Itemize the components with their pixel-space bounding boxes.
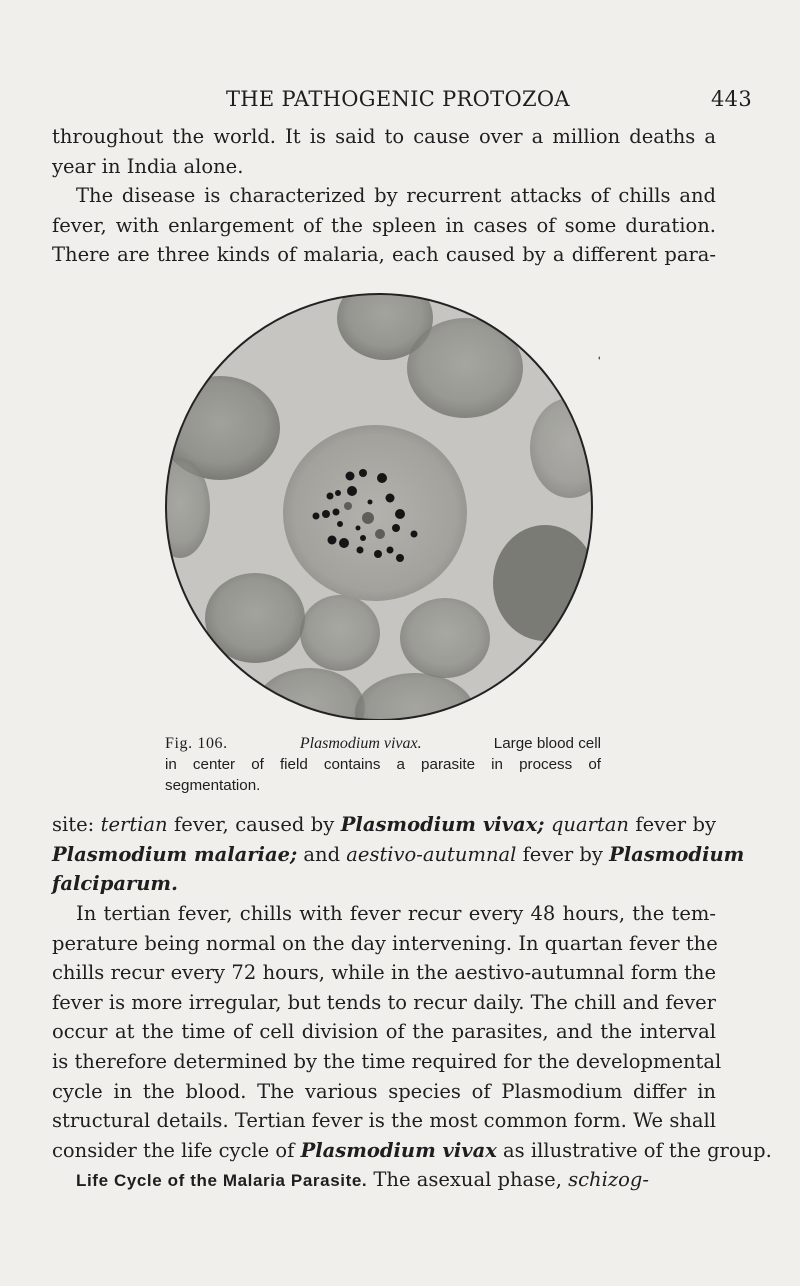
page-number: 443 — [711, 87, 752, 111]
text-line: chills recur every 72 hours, while in the aestivo-autumnal form the — [52, 961, 716, 985]
text-span: site: — [52, 813, 101, 836]
running-title: THE PATHOGENIC PROTOZOA — [226, 87, 570, 111]
text-span: consider the life cycle of — [52, 1138, 301, 1162]
paragraph-intro — [52, 122, 716, 181]
text-line — [52, 1136, 772, 1166]
species-falciparum: falciparum. — [52, 872, 178, 896]
text-line: year in India alone. — [52, 154, 244, 178]
caption-text: in center of field contains a parasite in process of — [165, 756, 601, 773]
term-aestivo-autumnal: aestivo-autumnal — [346, 842, 517, 866]
text-line: structural details. Tertian fever is the most common form. We shall — [52, 1109, 716, 1133]
caption-text: segmentation. — [165, 777, 261, 794]
text-line — [52, 810, 716, 840]
text-line: fever, with enlargement of the spleen in cases of some duration. — [52, 213, 716, 237]
term-schizogony: schizog- — [568, 1168, 649, 1191]
text-span: The asexual phase, — [367, 1168, 569, 1191]
caption-text: Large blood cell — [493, 735, 601, 752]
paragraph-types — [52, 810, 745, 899]
text-line: occur at the time of cell division of the parasites, and the interval — [52, 1020, 716, 1044]
species-genus: Plasmodium — [609, 842, 745, 866]
paragraph-fever-cycles — [52, 899, 772, 1165]
text-line: fever is more irregular, but tends to recur daily. The chill and fever — [52, 990, 716, 1014]
term-tertian: tertian — [100, 813, 168, 836]
text-line — [52, 840, 745, 870]
text-line: In tertian fever, chills with fever recur every 48 hours, the tem- — [76, 902, 716, 925]
text-span: fever by — [628, 813, 717, 836]
species-vivax: Plasmodium vivax; — [340, 813, 545, 836]
text-span: fever, caused by — [167, 813, 341, 836]
paragraph-disease — [52, 181, 716, 270]
text-line — [52, 1165, 716, 1196]
paragraph-life-cycle — [52, 1165, 716, 1196]
figure-organism: Plasmodium vivax. — [299, 735, 422, 752]
microscope-field-figure — [160, 288, 600, 720]
figure-caption — [165, 733, 601, 796]
species-malariae: Plasmodium malariae; — [52, 842, 298, 866]
text-line: The disease is characterized by recurrent attacks of chills and — [76, 184, 716, 207]
text-line: is therefore determined by the time required for the developmental — [52, 1049, 722, 1073]
species-vivax: Plasmodium vivax — [300, 1138, 497, 1162]
section-heading: Life Cycle of the Malaria Parasite. — [76, 1171, 368, 1190]
text-span: fever by — [516, 842, 610, 866]
term-quartan: quartan — [550, 813, 629, 836]
caption-line — [165, 733, 601, 754]
text-line: throughout the world. It is said to cause over a million deaths a — [52, 125, 716, 148]
text-line: There are three kinds of malaria, each caused by a different para- — [52, 243, 716, 267]
text-line: cycle in the blood. The various species of Plasmodium differ in — [52, 1079, 716, 1103]
text-span: as illustrative of the group. — [496, 1138, 772, 1162]
text-span: and — [297, 842, 347, 866]
figure-label: Fig. 106. — [165, 735, 228, 752]
text-line — [52, 869, 716, 899]
text-line: perature being normal on the day intervening. In quartan fever the — [52, 931, 718, 955]
